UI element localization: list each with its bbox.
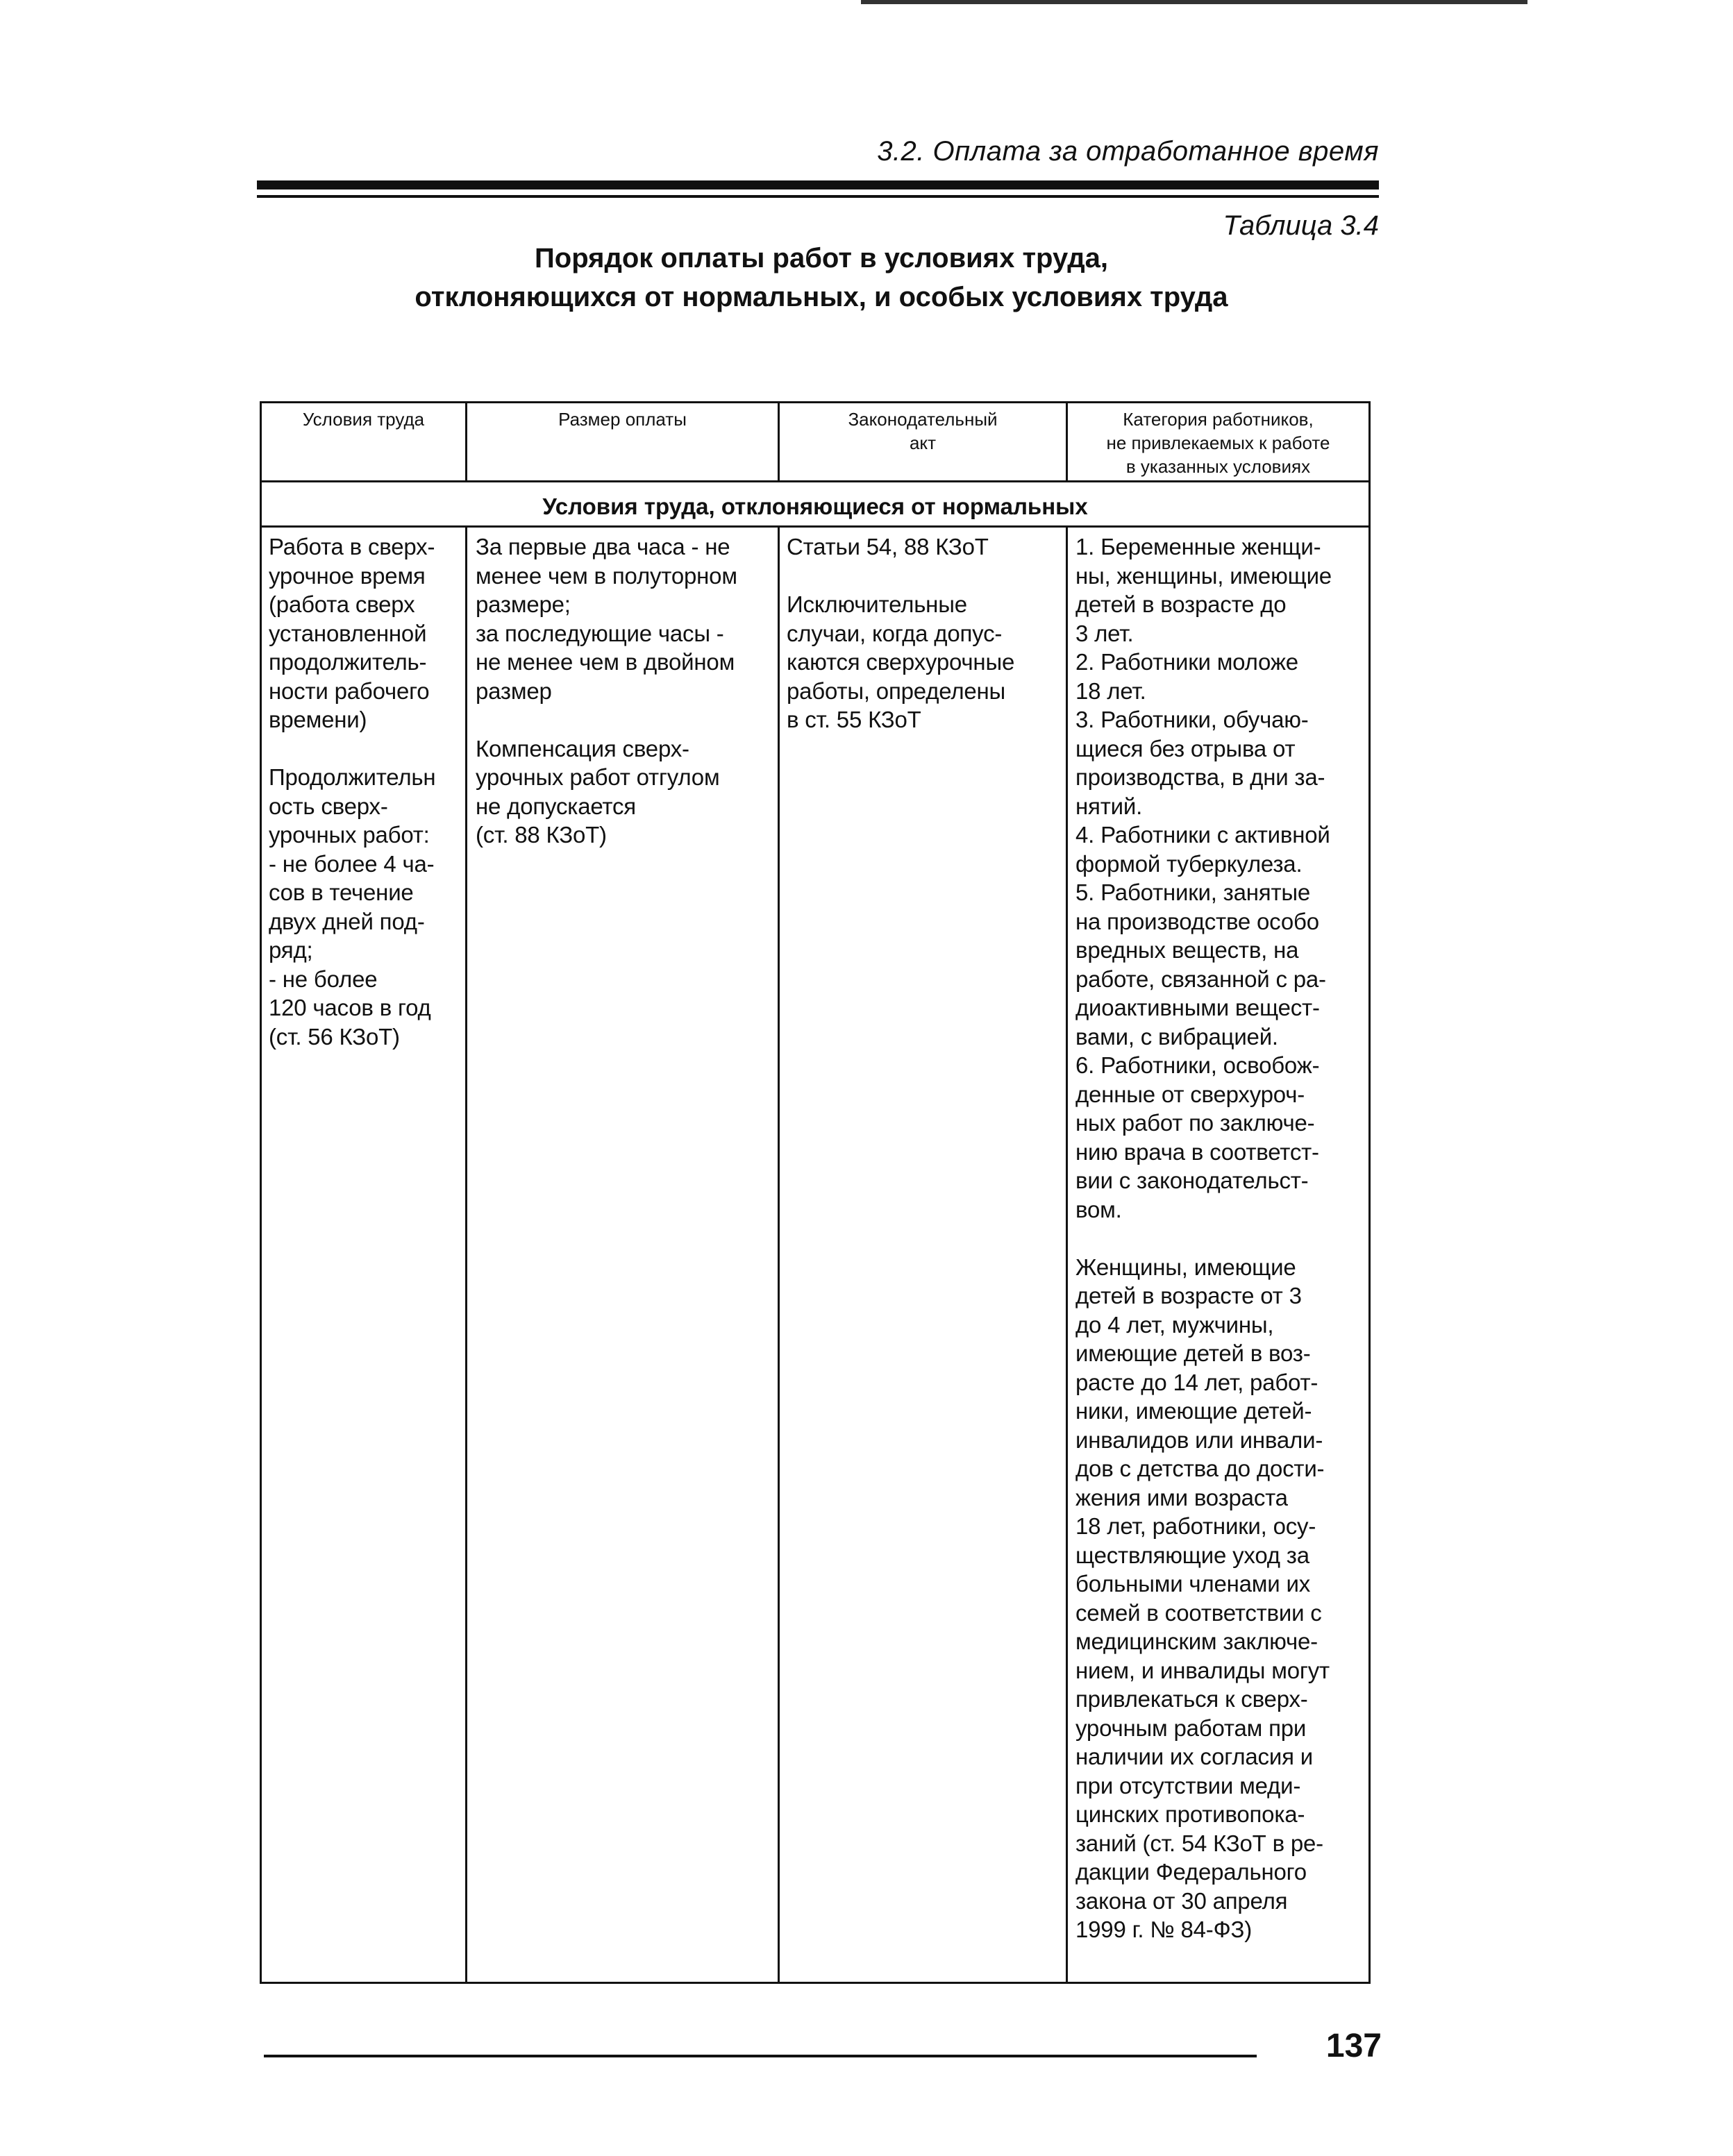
- column-header-law: Законодательный акт: [848, 409, 998, 453]
- table-number: Таблица 3.4: [1223, 210, 1379, 241]
- column-header-conditions: Условия труда: [302, 409, 425, 430]
- table-title: [264, 239, 1379, 317]
- column-divider-1: [465, 403, 467, 1982]
- cell-conditions: Работа в сверх- урочное время (работа сверх установленной продолжитель- ности рабочего времени) Продолжительн ость сверх- урочных работ: - не более 4 ча- сов в течение двух дней под- ряд; - не более 120 часов в год (ст. 56 КЗоТ): [269, 534, 436, 1050]
- header-rule-thin: [257, 195, 1379, 198]
- section-row-title: Условия труда, отклоняющиеся от нормальных: [542, 494, 1088, 519]
- scan-edge-line: [861, 0, 1527, 4]
- table-title-line-1: Порядок оплаты работ в условиях труда,: [535, 243, 1108, 273]
- section-row-divider: [262, 525, 1368, 528]
- column-divider-3: [1066, 403, 1068, 1982]
- footer-rule: [264, 2055, 1257, 2057]
- running-header: 3.2. Оплата за отработанное время: [877, 136, 1379, 167]
- table-title-line-2: отклоняющихся от нормальных, и особых условиях труда: [415, 282, 1228, 312]
- cell-law: Статьи 54, 88 КЗоТ Исключительные случаи, когда допус- каются сверхурочные работы, определены в ст. 55 КЗоТ: [787, 534, 1015, 732]
- cell-categories: 1. Беременные женщи- ны, женщины, имеющие детей в возрасте до 3 лет. 2. Работники моложе 18 лет. 3. Работники, обучаю- щиеся без отрыва от производства, в дни за- нятий. 4. Работники с активной формой туберкулеза. 5. Работники, занятые на производстве особо вредных веществ, на работе, связанной с ра- диоактивными вещест- вами, с вибрацией. 6. Работники, освобож- денные от сверхуроч- ных работ по заключе- нию врача в соответст- вии с законодательст- вом. Женщины, имеющие детей в возрасте от 3 до 4 лет, мужчины, имеющие детей в воз- расте до 14 лет, работ- ники, имеющие детей- инвалидов или инвали- дов с детства до дости- жения ими возраста 18 лет, работники, осу- ществляющие уход за больными членами их семей в соответствии с медицинским заключе- нием, и инвалиды могут привлекаться к сверх- урочным работам при наличии их согласия и при отсутствии меди- цинских противопока- заний (ст. 54 КЗоТ в ре- дакции Федерального закона от 30 апреля 1999 г. № 84-ФЗ): [1075, 534, 1332, 1942]
- column-header-payment: Размер оплаты: [558, 409, 687, 430]
- cell-payment: За первые два часа - не менее чем в полуторном размере; за последующие часы - не менее чем в двойном размер Компенсация сверх- урочных работ отгулом не допускается (ст. 88 КЗоТ): [476, 534, 737, 848]
- column-header-categories: Категория работников, не привлекаемых к работе в указанных условиях: [1106, 409, 1330, 477]
- payment-table: [260, 401, 1371, 1984]
- page-number: 137: [1325, 2028, 1382, 2064]
- column-divider-2: [778, 403, 780, 1982]
- header-rule-thick: [257, 180, 1379, 190]
